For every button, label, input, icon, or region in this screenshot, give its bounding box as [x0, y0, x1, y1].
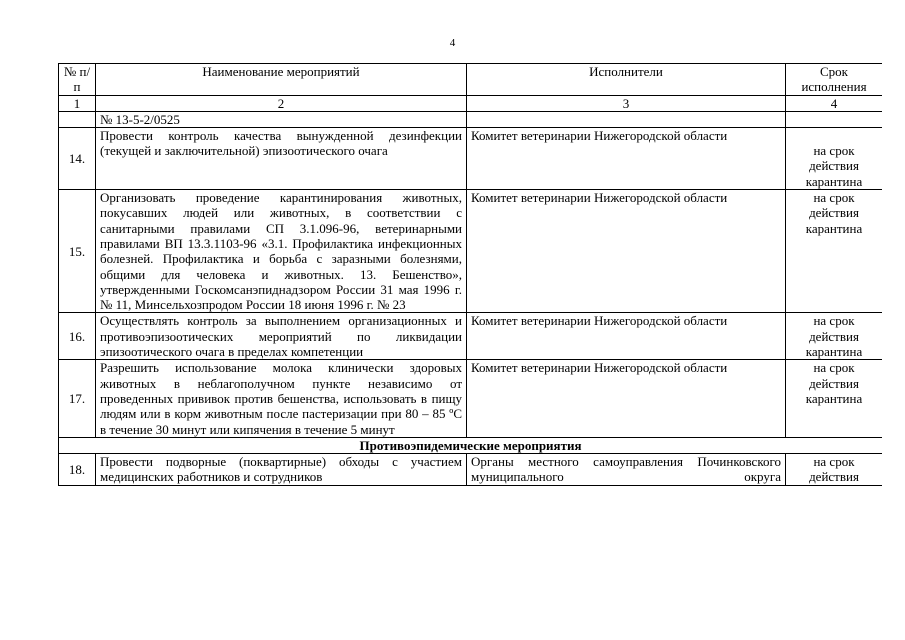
row-number: 18. — [59, 454, 96, 486]
table-viewport — [58, 63, 882, 578]
header-num: № п/п — [59, 64, 96, 96]
continuation-row — [59, 111, 883, 127]
table-row — [59, 313, 883, 360]
row-executor: Комитет ветеринарии Нижегородской области — [467, 190, 786, 313]
row-measure: Провести подворные (поквартирные) обходы с участием медицинских работников и сотрудников — [96, 454, 467, 486]
table-row — [59, 454, 883, 486]
column-number: 3 — [467, 95, 786, 111]
column-numbers-row — [59, 95, 883, 111]
row-executor: Комитет ветеринарии Нижегородской области — [467, 313, 786, 360]
row-number: 17. — [59, 360, 96, 437]
row-measure: Разрешить использование молока клинически здоровых животных в неблагополучном пункте независимо от проведенных прививок против бешенства, использовать в пищу людям или в корм животным после пастеризации при 80 – 85 ºС в течение 30 минут или кипячения в течение 5 минут — [96, 360, 467, 437]
row-term: на срок действия карантина — [786, 128, 883, 190]
header-row — [59, 64, 883, 96]
row-number: 15. — [59, 190, 96, 313]
header-executors: Исполнители — [467, 64, 786, 96]
row-term: на срок действия карантина — [786, 190, 883, 313]
header-term: Срок исполнения — [786, 64, 883, 96]
row-term: на срок действия — [786, 454, 883, 486]
row-measure: Провести контроль качества вынужденной дезинфекции (текущей и заключительной) эпизоотического очага — [96, 128, 467, 190]
page-number: 4 — [449, 37, 456, 49]
row-number: 16. — [59, 313, 96, 360]
table-row — [59, 190, 883, 313]
table-row — [59, 360, 883, 437]
header-name: Наименование мероприятий — [96, 64, 467, 96]
measures-table — [58, 63, 882, 486]
column-number: 1 — [59, 95, 96, 111]
row-term: на срок действия карантина — [786, 313, 883, 360]
table-row — [59, 128, 883, 190]
continuation-text: № 13-5-2/0525 — [96, 111, 467, 127]
row-number: 14. — [59, 128, 96, 190]
section-title: Противоэпидемические мероприятия — [59, 437, 883, 453]
row-term: на срок действия карантина — [786, 360, 883, 437]
column-number: 4 — [786, 95, 883, 111]
row-measure: Осуществлять контроль за выполнением организационных и противоэпизоотических мероприятий по ликвидации эпизоотического очага в пределах компетенции — [96, 313, 467, 360]
row-measure: Организовать проведение карантинирования животных, покусавших людей или животных, в соответствии с санитарными правилами СП 3.1.096-96, ветеринарными правилами ВП 13.3.1103-96 «3.1. Профилактика инфекционных болезней. Профилактика и борьба с заразными болезнями, общими для человека и животных. 13. Бешенство», утвержденными Госкомсанэпиднадзором России 31 мая 1996 г. № 11, Минсельхозпродом России 18 июня 1996 г. № 23 — [96, 190, 467, 313]
row-executor: Комитет ветеринарии Нижегородской области — [467, 128, 786, 190]
section-row — [59, 437, 883, 453]
row-executor: Органы местного самоуправления Починковского муниципального округа — [467, 454, 786, 486]
column-number: 2 — [96, 95, 467, 111]
row-executor: Комитет ветеринарии Нижегородской области — [467, 360, 786, 437]
